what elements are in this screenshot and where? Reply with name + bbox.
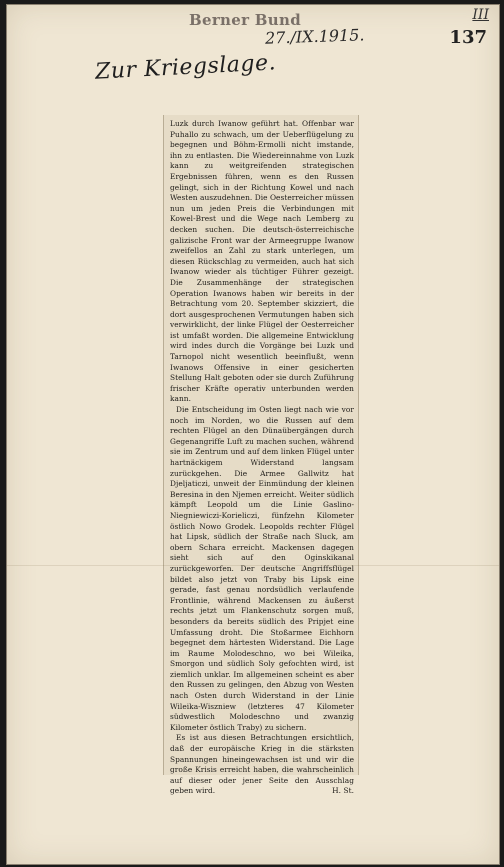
archive-sheet <box>6 4 500 865</box>
newspaper-clipping <box>163 115 359 796</box>
clipping-paragraph-3-text: Es ist aus diesen Betrachtungen ersichtlich, daß der europäische Krieg in die stärksten Spannungen hineingewachsen ist und wir die große Krisis erreicht haben, die wahrscheinlich auf dieser oder jener Seite den Ausschlag geben wird. <box>170 733 354 796</box>
clipping-paragraph-1: Luzk durch Iwanow geführt hat. Offenbar war Puhallo zu schwach, um der Ueberflügelung zu begegnen und Böhm-Ermolli nicht imstande, ihn zu entlasten. Die Wiedereinnahme von Luzk kann zu weitgreifenden strategischen Ergebnissen führen, wenn es den Russen gelingt, sich in der Richtung Kowel und nach Westen auszudehnen. Die Oesterreicher müssen nun um jeden Preis die Verbindungen mit Kowel-Brest und die Wege nach Lemberg zu decken suchen. Die deutsch-österreichische galizische Front war der Armeegruppe Iwanow zweifellos an Zahl zu stark unterlegen, um diesen Rückschlag zu vermeiden, auch hat sich Iwanow wieder als tüchtiger Führer gezeigt. Die Zusammenhänge der strategischen Operation Iwanows haben wir bereits in der Betrachtung vom 20. September skizziert, die dort ausgesprochenen Vermutungen haben sich verwirklicht, der linke Flügel der Oesterreicher ist umfaßt worden. Die allgemeine Entwicklung wird indes durch die Vorgänge bei Luzk und Tarnopol nicht wesentlich beeinflußt, wenn Iwanows Offensive in einer gesicherten Stellung Halt geboten oder sie durch Zuführung frischer Kräfte operativ unterbunden werden kann. <box>170 119 354 404</box>
newspaper-name: Berner Bund <box>189 11 301 29</box>
paper-fold <box>7 565 499 566</box>
clipping-paragraph-2: Die Entscheidung im Osten liegt nach wie vor noch im Norden, wo die Russen auf dem rechten Flügel an den Dünaübergängen durch Gegenangriffe Luft zu machen suchen, während sie im Zentrum und auf dem linken Flügel unter hartnäckigem Widerstand langsam zurückgehen. Die Armee Gallwitz hat Djeljaticzi, unweit der Einmündung der kleinen Beresina in den Njemen erreicht. Weiter südlich kämpft Leopold um die Linie Gaslino-Niegniewiczi-Korieliczi, fünfzehn Kilometer östlich Nowo Grodek. Leopolds rechter Flügel hat Lipsk, südlich der Straße nach Sluck, am obern Schara erreicht. Mackensen dagegen sieht sich auf den Oginskikanal zurückgeworfen. Der deutsche Angriffsflügel bildet also jetzt von Traby bis Lipsk eine gerade, fast genau nordsüdlich verlaufende Frontlinie, während Mackensen zu äußerst rechts jetzt um Flankenschutz sorgen muß, besonders da bereits südlich des Pripjet eine Umfassung droht. Die Stoßarmee Eichhorn begegnet dem härtesten Widerstand. Die Lage im Raume Molodeschno, wo bei Wileika, Smorgon und südlich Soly gefochten wird, ist ziemlich unklar. Im allgemeinen scheint es aber den Russen zu gelingen, den Abzug von Westen nach Osten durch Widerstand in der Linie Wileika-Wiszniew (letzteres 47 Kilometer südwestlich Molodeschno und zwanzig Kilometer östlich Traby) zu sichern. <box>170 405 354 732</box>
clipping-paragraph-3 <box>170 733 354 797</box>
page-number: 137 <box>449 27 487 48</box>
handwritten-date: 27./IX.1915. <box>264 25 365 48</box>
volume-number: III <box>472 7 489 23</box>
author-signature: H. St. <box>332 786 354 796</box>
handwritten-heading: Zur Kriegslage. <box>94 50 277 85</box>
